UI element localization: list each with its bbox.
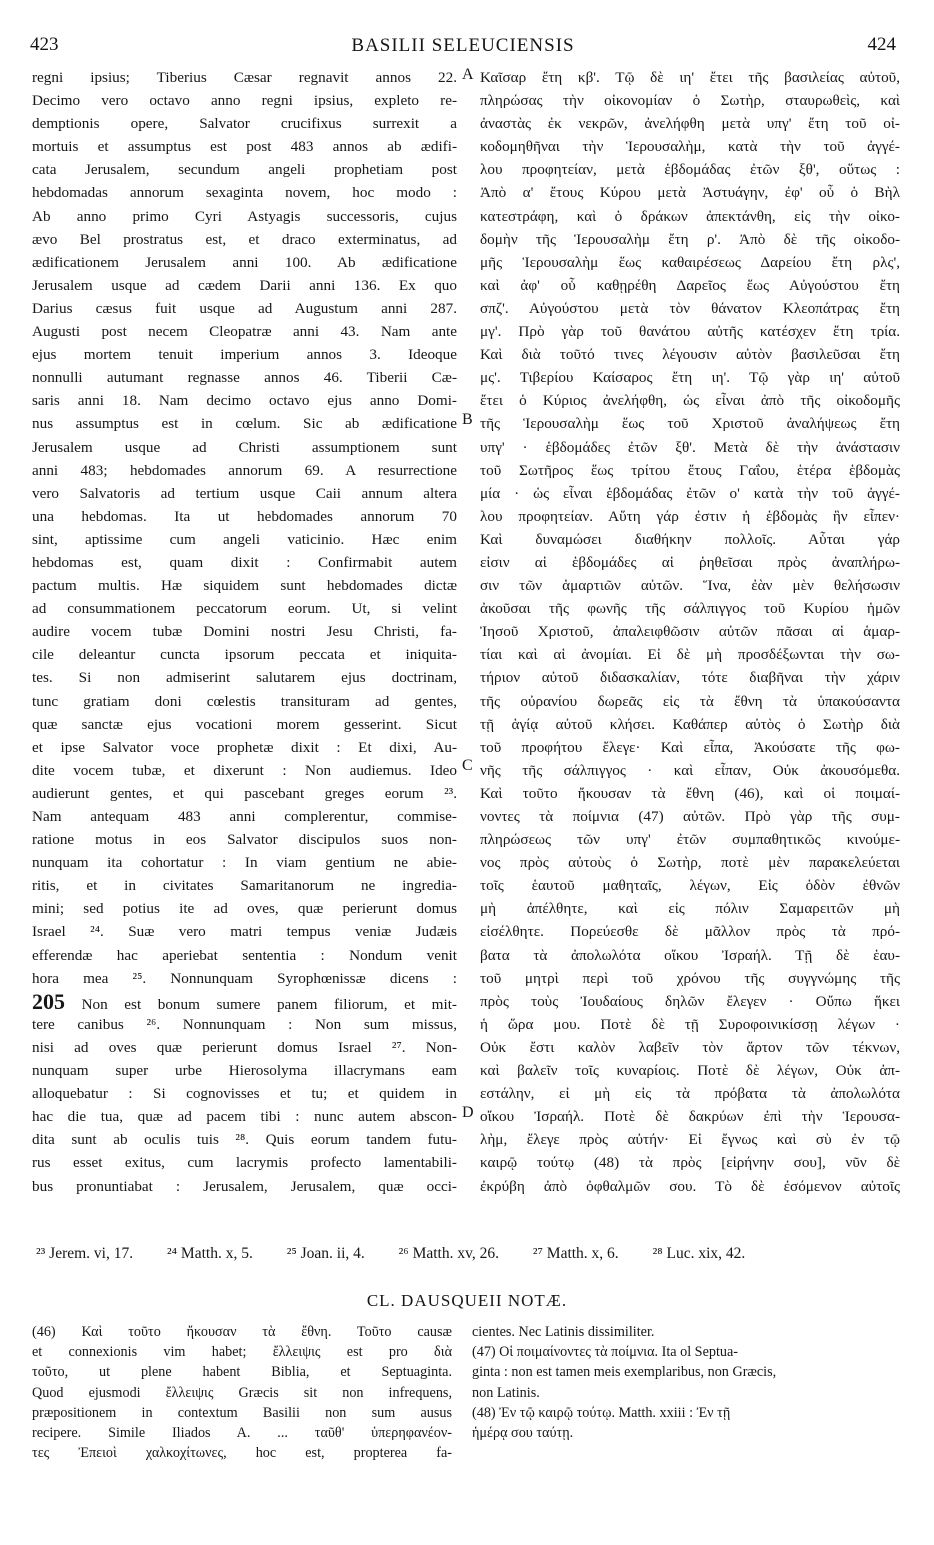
greek-text-line: κοδομηθῆναι τὴν Ἱερουσαλὴμ, κατὰ τὴν τοῦ ἀγγέ- (480, 138, 900, 156)
latin-text-line: audierunt gentes, et qui pascebant greges eorum ²³. (32, 784, 457, 802)
greek-text-line: τήριον αὐτοῦ διδασκαλίαν, τότε διαβῆναι τὴν χάριν (480, 669, 900, 687)
latin-text-line: una hebdomas. Ita ut hebdomades annorum 70 (32, 507, 457, 525)
greek-text-line: νοντες τὰ ποίμνια (47) αὐτῶν. Πρὸ γὰρ τῆς συμ- (480, 808, 900, 825)
latin-text-line: hebdomas est, quam dixit : Confirmabit autem (32, 553, 457, 571)
latin-column (32, 66, 457, 1198)
latin-text-line: rus esset exitus, cum lacrymis profecto lamentabili- (32, 1154, 457, 1172)
greek-text-line: καὶ ἀφ' οὗ καθῃρέθη Δαρεῖος ἕως Αὐγούστου ἔτη (480, 276, 900, 294)
latin-text-line: demptionis opere, Salvator crucifixus surrexit a (32, 115, 457, 133)
note-text-line: non Latinis. (472, 1384, 540, 1401)
note-text-line: et connexionis vim habet; ἔλλειψις est pro διὰ (32, 1344, 452, 1361)
latin-text-line: bus pronuntiabat : Jerusalem, Jerusalem, quæ occi- (32, 1177, 457, 1195)
greek-text-line: Καὶ τοῦτο ἤκουσαν τὰ ἔθνη (46), καὶ οἱ ποιμαί- (480, 784, 900, 802)
latin-text-line: et ipse Salvator voce prophetæ dixit : Et dixi, Au- (32, 738, 457, 756)
greek-text-line: καὶ βαλεῖν τοῖς κυναρίοις. Ποτὲ δὲ λέγων, Οὐκ ἀπ- (480, 1062, 900, 1080)
latin-text-line: cile deleantur cuncta ipsorum peccata et iniquita- (32, 646, 457, 664)
greek-text-line: μία · ὡς εἶναι ἑβδομάδας ἐτῶν ο' κατὰ τὴν τοῦ ἀγγέ- (480, 484, 900, 502)
greek-text-line: ἀκοῦσαι τῆς φωνῆς τῆς σάλπιγγος τοῦ Κυρίου ἡμῶν (480, 600, 900, 618)
note-text-line: (46) Καὶ τοῦτο ἤκουσαν τὰ ἔθνη. Τοῦτο causæ (32, 1324, 452, 1340)
greek-text-line: καιρῷ τούτῳ (48) τὰ πρὸς [εἰρήνην σου], νῦν δὲ (480, 1154, 900, 1172)
latin-text-line: Israel ²⁴. Suæ vero matri tempus veniæ Judæis (32, 923, 457, 941)
greek-text-line: νος πρὸς αὐτοὺς ὁ Σωτὴρ, ποτὲ μὲν παρακελεύεται (480, 854, 900, 872)
latin-text-line: nunquam ita cohortatur : In viam gentium ne abie- (32, 854, 457, 872)
greek-text-line: υπγ' · ἑβδομάδες ἐτῶν ξθ'. Μετὰ δὲ τὴν ἀνάστασιν (480, 438, 900, 456)
latin-text-line: cata Jerusalem, secundum angeli prophetiam post (32, 161, 457, 179)
latin-text-line: dite vocem tubæ, et dixerunt : Non audiemus. Ideo (32, 761, 457, 779)
footnote-28: ²⁸ Luc. xix, 42. (652, 1245, 746, 1262)
latin-text-line: dita sunt ab oculis tuis ²⁸. Quis eorum tandem futu- (32, 1131, 457, 1149)
running-header (30, 34, 896, 64)
greek-text-line: Καὶ διὰ τοῦτό τινες λέγουσιν αὐτὸν βασιλεῦσαι ἔτη (480, 346, 900, 364)
greek-text-line: λου προφητείαν. Αὕτη γάρ ἐστιν ἡ ἑβδομὰς ἣν εἶπεν· (480, 507, 900, 525)
greek-text-line: ἀναστὰς ἐκ νεκρῶν, ἀνελήφθη μετὰ υπγ' ἔτη τοῦ οἰ- (480, 115, 900, 133)
greek-text-line: πληρώσεως τῶν υπγ' ἐτῶν συμπαθητικῶς κινούμε- (480, 831, 900, 849)
latin-text-line: hac die tua, quæ ad pacem tibi : nunc autem abscon- (32, 1108, 457, 1126)
latin-text-line: sint, aptissime cum angeli vaticinio. Hæc enim (32, 530, 457, 548)
note-text-line: τοῦτο, ut plene habent Biblia, et Septuaginta. (32, 1364, 452, 1381)
latin-text-line: ritis, et in civitates Samaritanorum ne ingredia- (32, 877, 457, 895)
greek-text-line: μὴ ἀπέλθητε, καὶ εἰς πόλιν Σαμαρειτῶν μὴ (480, 900, 900, 918)
latin-text-line: vero Salvatoris ad tertium usque Caii annum altera (32, 484, 457, 502)
greek-text-line: δομὴν τῆς Ἱερουσαλὴμ ἔτη ρ'. Ἀπὸ δὲ τῆς οἰκοδο- (480, 230, 900, 248)
footnote-27: ²⁷ Matth. x, 6. (532, 1245, 619, 1262)
latin-text-line: ævo Bel prostratus est, et draco exterminatus, ad (32, 230, 457, 248)
page-marker-205: 205 (32, 989, 65, 1013)
latin-text-line: nus assumptus est in cœlum. Sic ab ædificatione (32, 415, 457, 433)
footnotes (36, 1245, 898, 1263)
margin-mark-b: B (462, 411, 473, 428)
page-number-right: 424 (867, 34, 896, 55)
greek-column (480, 66, 900, 1198)
greek-text-line: Καῖσαρ ἔτη κβ'. Τῷ δὲ ιη' ἔτει τῆς βασιλείας αὐτοῦ, (480, 69, 900, 86)
margin-mark-d: D (462, 1104, 474, 1121)
note-text-line: (48) Ἐν τῷ καιρῷ τούτῳ. Matth. xxiii : Ἐν τῇ (472, 1404, 731, 1421)
greek-text-line: πρὸς τοὺς Ἰουδαίους δηλῶν ἔλεγεν · Οὔπω ἥκει (480, 992, 900, 1010)
latin-text-line: nunquam super urbe Hierosolyma illacrymans eam (32, 1062, 457, 1080)
latin-text-line: ad consummationem peccatorum eorum. Ut, si velint (32, 600, 457, 618)
latin-text-line: tunc gratiam doni cœlestis transituram ad gentes, (32, 692, 457, 710)
greek-text-line: μῆς Ἱερουσαλὴμ ἕως καθαιρέσεως Δαρείου ἔτη ρλς', (480, 253, 900, 271)
note-text-line: cientes. Nec Latinis dissimiliter. (472, 1324, 655, 1340)
note-text-line: Quod ejusmodi ἔλλειψις Græcis sit non infrequens, (32, 1384, 452, 1401)
latin-text-line: Jerusalem usque ad Christi assumptionem sunt (32, 438, 457, 456)
greek-text-line: ἡ ὥρα μου. Ποτὲ δὲ τῇ Συροφοινικίσσῃ λέγων · (480, 1015, 900, 1033)
latin-text-line: saris anni 18. Nam decimo octavo ejus anno Domi- (32, 392, 457, 410)
latin-text-line: tere canibus ²⁶. Nonnunquam : Non sum missus, (32, 1015, 457, 1033)
greek-text-line: μγ'. Πρὸ γὰρ τοῦ θανάτου αὐτῆς κατέσχεν ἔτη τρία. (480, 323, 900, 341)
margin-mark-c: C (462, 757, 473, 774)
margin-mark-a: A (462, 66, 474, 83)
latin-text-line: Decimo vero octavo anno regni ipsius, expleto re- (32, 92, 457, 110)
latin-text-line: nisi ad oves quæ perierunt domus Israel ²⁷. Non- (32, 1038, 457, 1056)
notes-right-column (472, 1322, 897, 1443)
footnote-26: ²⁶ Matth. xv, 26. (398, 1245, 499, 1262)
latin-text-line: tes. Si non admiserint salutarem ejus doctrinam, (32, 669, 457, 687)
greek-text-line: λου προφητείαν, μετὰ ἑβδομάδας ἐτῶν ξθ', οὕτως : (480, 161, 900, 179)
greek-text-line: Ἰησοῦ Χριστοῦ, ἀπαλειφθῶσιν αὐτῶν πᾶσαι αἱ ἁμαρ- (480, 623, 900, 641)
greek-text-line: ἐκρύβη ἀπὸ ὀφθαλμῶν σου. Τὸ δὲ ἐσόμενον αὐτοῖς (480, 1177, 900, 1195)
footnote-23: ²³ Jerem. vi, 17. (36, 1245, 134, 1262)
latin-text-line: ejus mortem tenuit imperium annos 3. Ideoque (32, 346, 457, 364)
latin-text-line: ædificationem Jerusalem anni 100. Ab ædificatione (32, 253, 457, 271)
latin-text-line: mortuis et assumptus est post 483 annos ab ædifi- (32, 138, 457, 156)
note-text-line: ginta : non est tamen meis exemplaribus, non Græcis, (472, 1364, 777, 1381)
greek-text-line: μς'. Τιβερίου Καίσαρος ἔτη ιη'. Τῷ γὰρ ιη' αὐτοῦ (480, 369, 900, 387)
greek-text-line: οἴκου Ἰσραήλ. Ποτὲ δὲ δακρύων ἐπὶ τὴν Ἱερουσα- (480, 1108, 900, 1126)
latin-text-line: efferendæ hac aperiebat sententia : Nondum venit (32, 946, 457, 964)
greek-text-line: τοῦ προφήτου ἔλεγε· Καὶ εἶπα, Ἀκούσατε τῆς φω- (480, 738, 900, 756)
latin-text-line: anni 483; hebdomades annorum 69. A resurrectione (32, 461, 457, 479)
greek-text-line: τοῦ Σωτῆρος ἕως τρίτου ἔτους Γαΐου, ἑτέρα ἑβδομὰς (480, 461, 900, 479)
footnote-25: ²⁵ Joan. ii, 4. (286, 1245, 365, 1262)
latin-text-line: quæ sanctæ ejus vocationi morem gesserint. Sicut (32, 715, 457, 733)
greek-text-line: τίαι καὶ αἱ ἀνομίαι. Εἰ δὲ μὴ προσδέξωνται τὴν σω- (480, 646, 900, 664)
notes-title: CL. DAUSQUEII NOTÆ. (366, 1291, 568, 1310)
note-text-line: τες Ἐπειοὶ χαλκοχίτωνες, hoc est, propterea fa- (32, 1445, 452, 1462)
greek-text-line: σιν τῶν ἁμαρτιῶν αὐτῶν. Ἵνα, ἐὰν μὲν θελήσωσιν (480, 577, 900, 595)
note-text-line: ἡμέρᾳ σου ταύτῃ. (472, 1424, 574, 1441)
greek-text-line: τοῦ μητρὶ περὶ τοῦ χρόνου τῆς συγγνώμης τῆς (480, 969, 900, 987)
greek-text-line: εἰσιν αἱ ἑβδομάδες αἱ ῥηθεῖσαι πρὸς ἀναπλήρω- (480, 553, 900, 571)
greek-text-line: Καὶ δυναμώσει διαθήκην πολλοῖς. Αὗται γάρ (480, 530, 900, 548)
greek-text-line: ἔτει ὁ Κύριος ἀνελήφθη, ὡς εἶναι ἀπὸ τῆς οἰκοδομῆς (480, 392, 900, 410)
greek-text-line: βατα τὰ ἀπολωλότα οἴκου Ἰσραήλ. Τῇ δὲ ἑαυ- (480, 946, 900, 964)
greek-text-line: εἰσέλθητε. Πορεύεσθε δὲ μᾶλλον πρὸς τὰ πρό- (480, 923, 900, 941)
latin-text-line: regni ipsius; Tiberius Cæsar regnavit annos 22. (32, 69, 457, 86)
greek-text-line: νῆς τῆς σάλπιγγος · καὶ εἶπαν, Οὐκ ἀκουσόμεθα. (480, 761, 900, 779)
latin-text-line: Nam antequam 483 anni complerentur, commise- (32, 808, 457, 825)
page-number-left: 423 (30, 34, 59, 55)
greek-text-line: τῆς Ἱερουσαλὴμ ἕως τοῦ Χριστοῦ ἀναλήψεως ἔτη (480, 415, 900, 433)
latin-text-line: Augusti post necem Cleopatræ anni 43. Nam ante (32, 323, 457, 341)
latin-text-line: hebdomadas annorum sexaginta novem, hoc modo : (32, 184, 457, 202)
note-text-line: præpositionem in contextum Basilii non sum ausus (32, 1404, 452, 1421)
note-text-line: recipere. Simile Iliados A. ... ταῦθ' ὑπερηφανέον- (32, 1424, 452, 1441)
greek-text-line: τῆς οὐρανίου δωρεᾶς εἰς τὰ ἔθνη τὰ ὑπακούσαντα (480, 692, 900, 710)
latin-text-line: Ab anno primo Cyri Astyagis successoris, cujus (32, 207, 457, 225)
latin-text-line: 205 Non est bonum sumere panem filiorum, et mit- (32, 989, 457, 1013)
greek-text-line: εστάλην, εἰ μὴ εἰς τὰ πρόβατα τὰ ἀπολωλότα (480, 1085, 900, 1103)
latin-text-line: mini; sed potius ite ad oves, quæ perierunt domus (32, 900, 457, 918)
greek-text-line: τοῖς ἑαυτοῦ μαθηταῖς, λέγων, Εἰς ὁδὸν ἐθνῶν (480, 877, 900, 895)
notes-left-column (32, 1322, 452, 1463)
greek-text-line: κατεστράφη, καὶ ὁ δράκων ἀπεκτάνθη, εἰς τὴν οἰκο- (480, 207, 900, 225)
greek-text-line: Οὐκ ἔστι καλὸν λαβεῖν τὸν ἄρτον τῶν τέκνων, (480, 1038, 900, 1056)
latin-text-line: pactum multis. Hæ siquidem sunt hebdomades dictæ (32, 577, 457, 595)
greek-text-line: λὴμ, ἔλεγε πρὸς αὐτήν· Εἰ ἔγνως καὶ σὺ ἐν τῷ (480, 1131, 900, 1149)
footnote-24: ²⁴ Matth. x, 5. (167, 1245, 253, 1262)
greek-text-line: πληρώσας τὴν οἰκονομίαν ὁ Σωτὴρ, σταυρωθεὶς, καὶ (480, 92, 900, 110)
greek-text-line: τῇ ἁγίᾳ αὐτοῦ κλήσει. Καθάπερ αὐτὸς ὁ Σωτὴρ διὰ (480, 715, 900, 733)
latin-text-line: audire vocem tubæ Domini nostri Jesu Christi, fa- (32, 623, 457, 641)
latin-text-line: alloquebatur : Si cognovisses et tu; et quidem in (32, 1085, 457, 1103)
latin-text-line: ratione motus in eos Salvator discipulos suos non- (32, 831, 457, 849)
latin-text-line: hora mea ²⁵. Nonnunquam Syrophœnissæ dicens : (32, 969, 457, 987)
greek-text-line: σπζ'. Αὐγούστου μετὰ τὸν θάνατον Κλεοπάτρας ἔτη (480, 299, 900, 317)
latin-text-line: nonnulli autumant regnasse annos 46. Tiberii Cæ- (32, 369, 457, 387)
running-title: BASILII SELEUCIENSIS (351, 35, 575, 56)
latin-text-line: Darius cæsus fuit usque ad Augustum anni 287. (32, 299, 457, 317)
greek-text-line: Ἀπὸ α' ἔτους Κύρου μετὰ Ἀστυάγην, ἐφ' οὗ ὁ Βὴλ (480, 184, 900, 202)
latin-text-line: Jerusalem usque ad cædem Darii anni 136. Ex quo (32, 276, 457, 294)
note-text-line: (47) Οἱ ποιμαίνοντες τὰ ποίμνια. Ita ol Septua- (472, 1344, 739, 1361)
